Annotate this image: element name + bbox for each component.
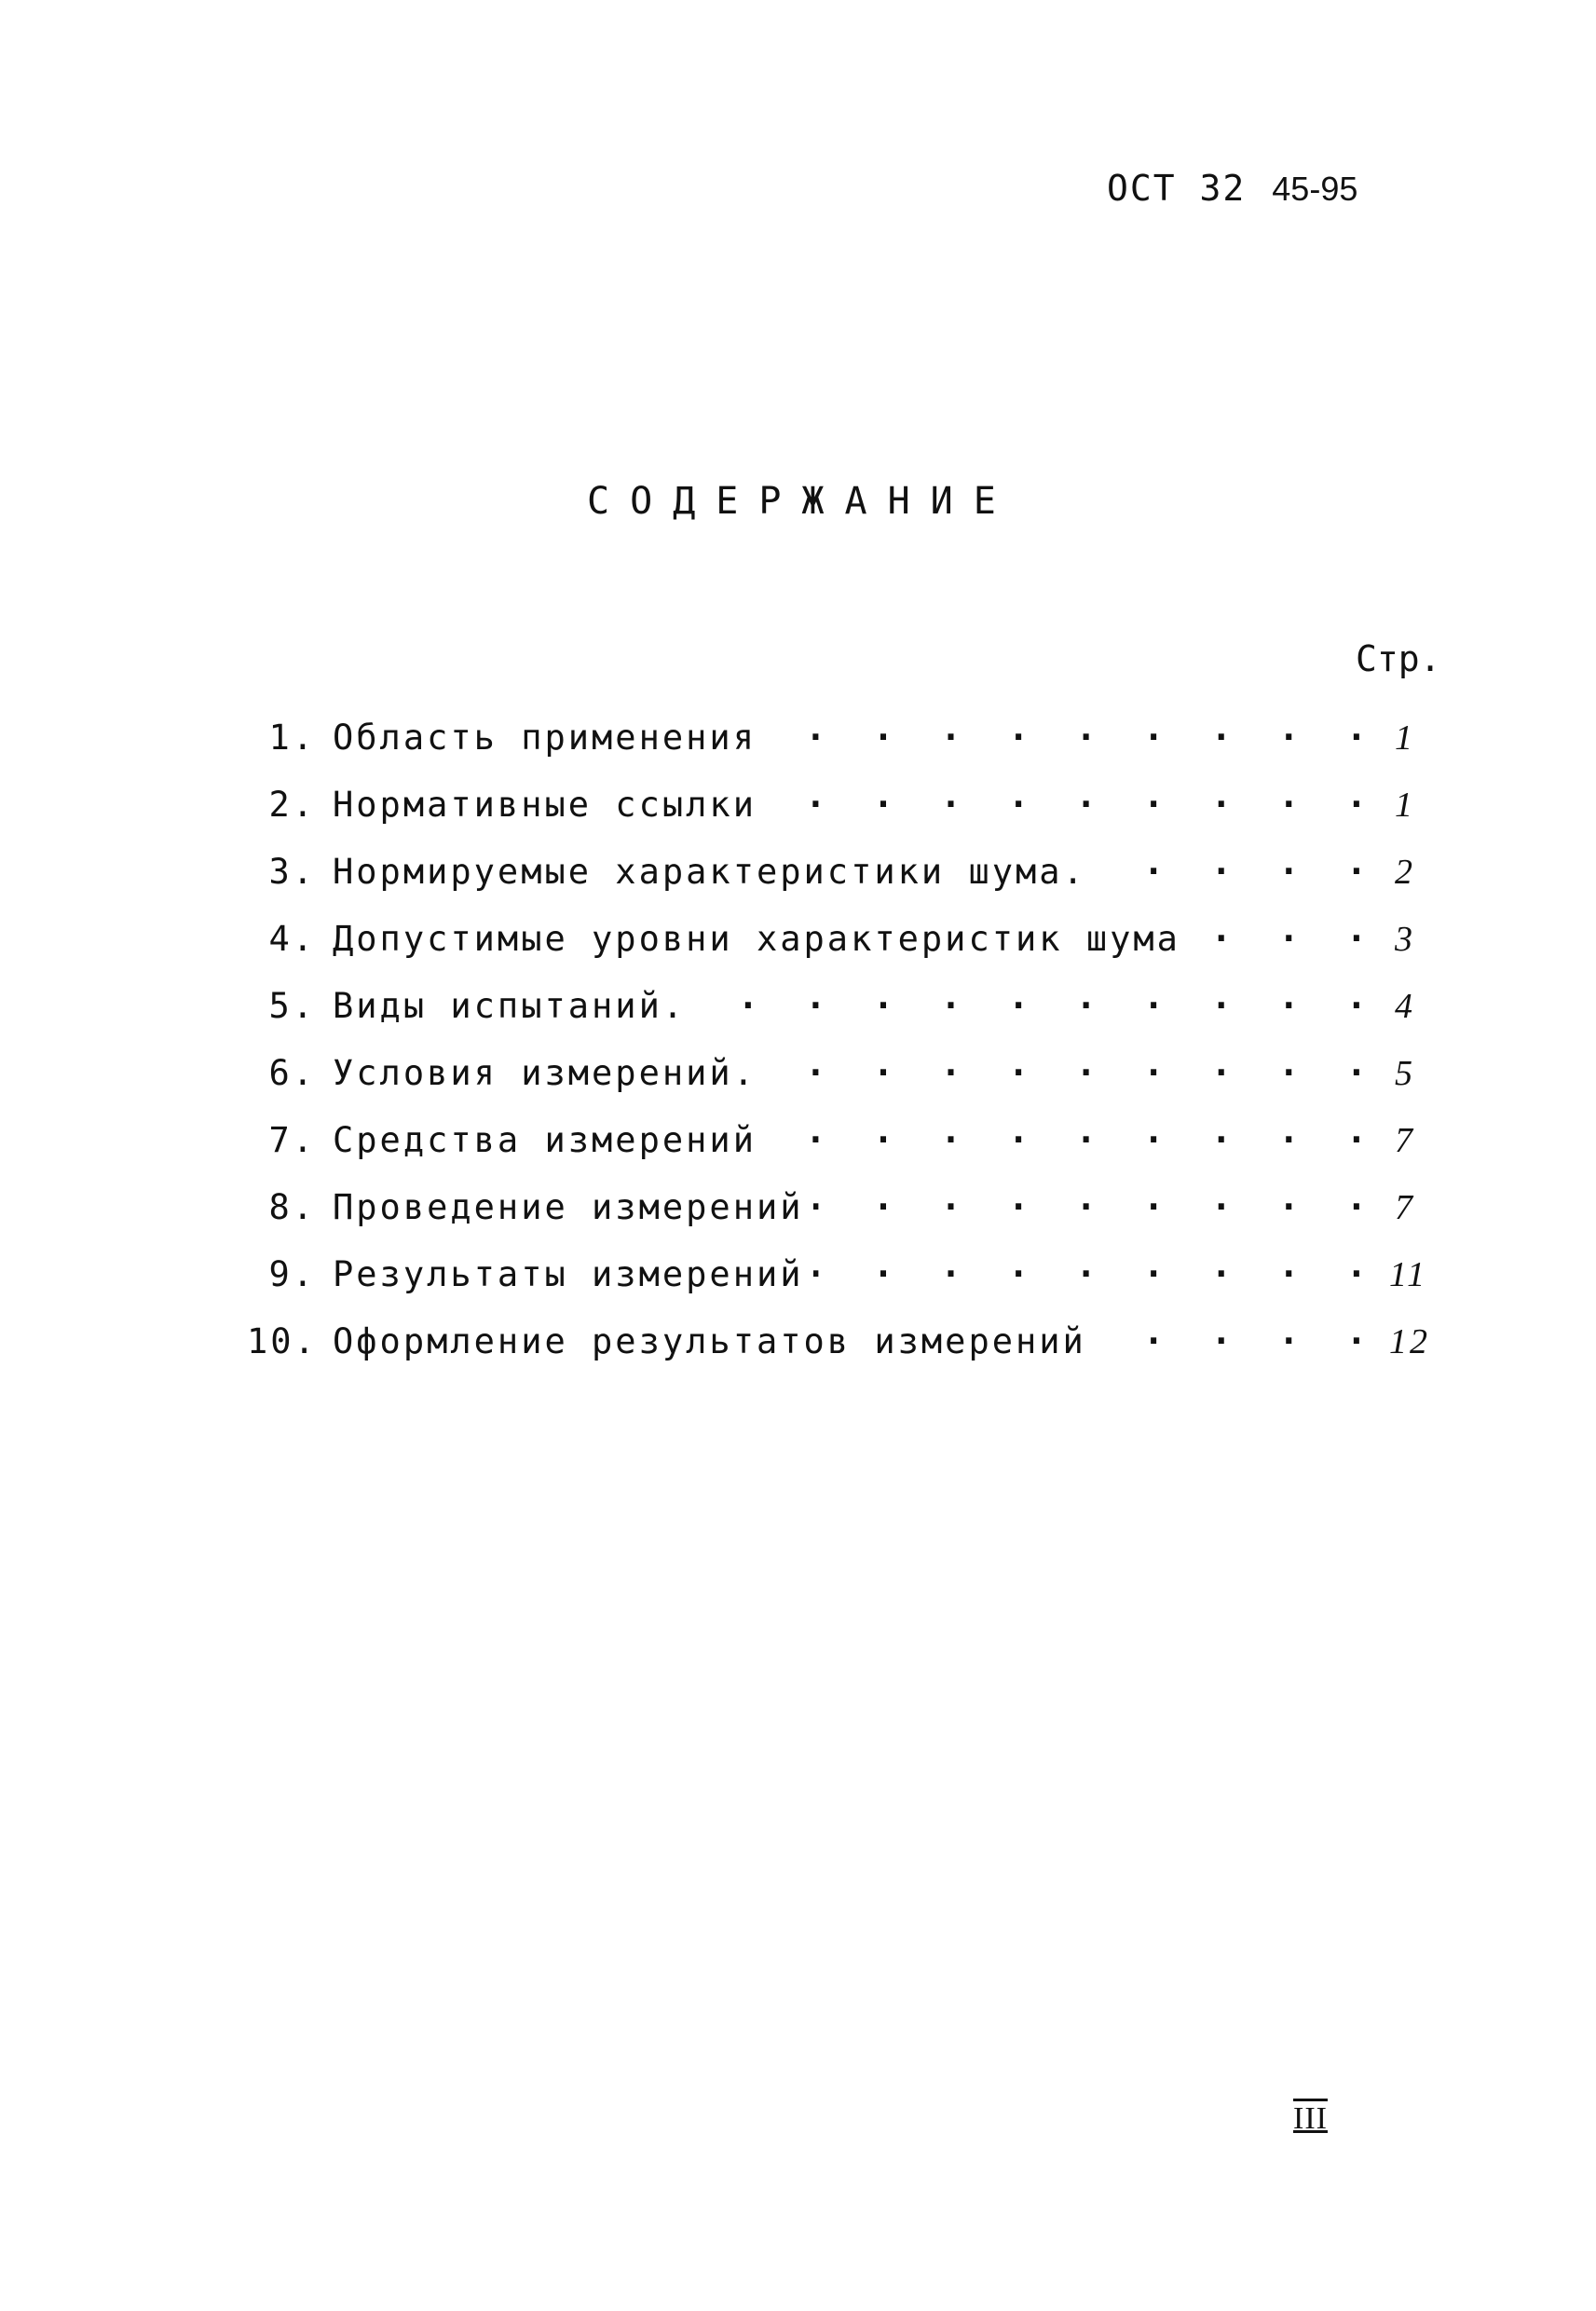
toc-leader-dots (766, 708, 1380, 749)
toc-item-9[interactable] (247, 1245, 1428, 1312)
toc-item-number: 5. (268, 986, 316, 1026)
toc-item-page: 5 (1395, 1054, 1415, 1093)
toc-item-number: 3. (268, 852, 316, 892)
toc-item-title: Оформление результатов измерений (333, 1321, 1086, 1361)
toc-item-title: Допустимые уровни характеристик шума (333, 919, 1180, 959)
toc-item-3[interactable] (247, 842, 1421, 909)
toc-leader-dots (766, 775, 1380, 816)
toc-leader-dots (695, 977, 1380, 1018)
document-code-number: 45-95 (1272, 170, 1358, 208)
toc-item-5[interactable] (247, 977, 1421, 1044)
toc-item-page: 12 (1389, 1322, 1430, 1361)
toc-item-title: Условия измерений. (333, 1053, 757, 1093)
toc-item-10[interactable] (247, 1312, 1430, 1379)
toc-leader-dots (813, 1245, 1380, 1286)
toc-leader-dots (1096, 842, 1380, 883)
toc-item-title: Нормативные ссылки (333, 785, 757, 825)
toc-item-1[interactable] (247, 708, 1421, 775)
toc-item-title: Результаты измерений (333, 1254, 804, 1294)
toc-item-number: 4. (268, 919, 316, 959)
toc-item-6[interactable] (247, 1044, 1421, 1111)
toc-item-title: Виды испытаний. (333, 986, 687, 1026)
toc-leader-dots (1190, 909, 1380, 950)
toc-item-number: 10. (247, 1321, 318, 1361)
toc-item-page: 1 (1395, 786, 1415, 825)
toc-item-page: 7 (1395, 1121, 1415, 1160)
toc-leader-dots (766, 1044, 1380, 1085)
toc-leader-dots (766, 1111, 1380, 1152)
toc-item-number: 1. (268, 718, 316, 758)
toc-leader-dots (1096, 1312, 1380, 1353)
toc-item-2[interactable] (247, 775, 1421, 842)
toc-item-page: 3 (1395, 920, 1415, 959)
toc-leader-dots (813, 1178, 1380, 1219)
page-title: СОДЕРЖАНИЕ (587, 480, 1016, 523)
toc-item-page: 2 (1395, 853, 1415, 892)
toc-item-page: 11 (1389, 1255, 1428, 1294)
toc-item-number: 6. (268, 1053, 316, 1093)
page-column-header: Стр. (1356, 638, 1441, 679)
toc-item-number: 7. (268, 1120, 316, 1160)
toc-item-page: 1 (1395, 718, 1415, 758)
document-code (1107, 168, 1357, 209)
toc-item-7[interactable] (247, 1111, 1421, 1178)
toc-item-page: 4 (1395, 987, 1415, 1026)
toc-item-title: Нормируемые характеристики шума. (333, 852, 1086, 892)
toc-item-number: 2. (268, 785, 316, 825)
toc-item-title: Проведение измерений (333, 1187, 804, 1227)
table-of-contents (247, 708, 1430, 1379)
page-number: III (1293, 2101, 1328, 2136)
toc-item-8[interactable] (247, 1178, 1421, 1245)
toc-item-4[interactable] (247, 909, 1421, 977)
toc-item-number: 9. (268, 1254, 316, 1294)
toc-item-title: Область применения (333, 718, 757, 758)
toc-item-number: 8. (268, 1187, 316, 1227)
toc-item-page: 7 (1395, 1188, 1415, 1227)
document-code-prefix: ОСТ 32 (1107, 168, 1247, 209)
toc-item-title: Средства измерений (333, 1120, 757, 1160)
